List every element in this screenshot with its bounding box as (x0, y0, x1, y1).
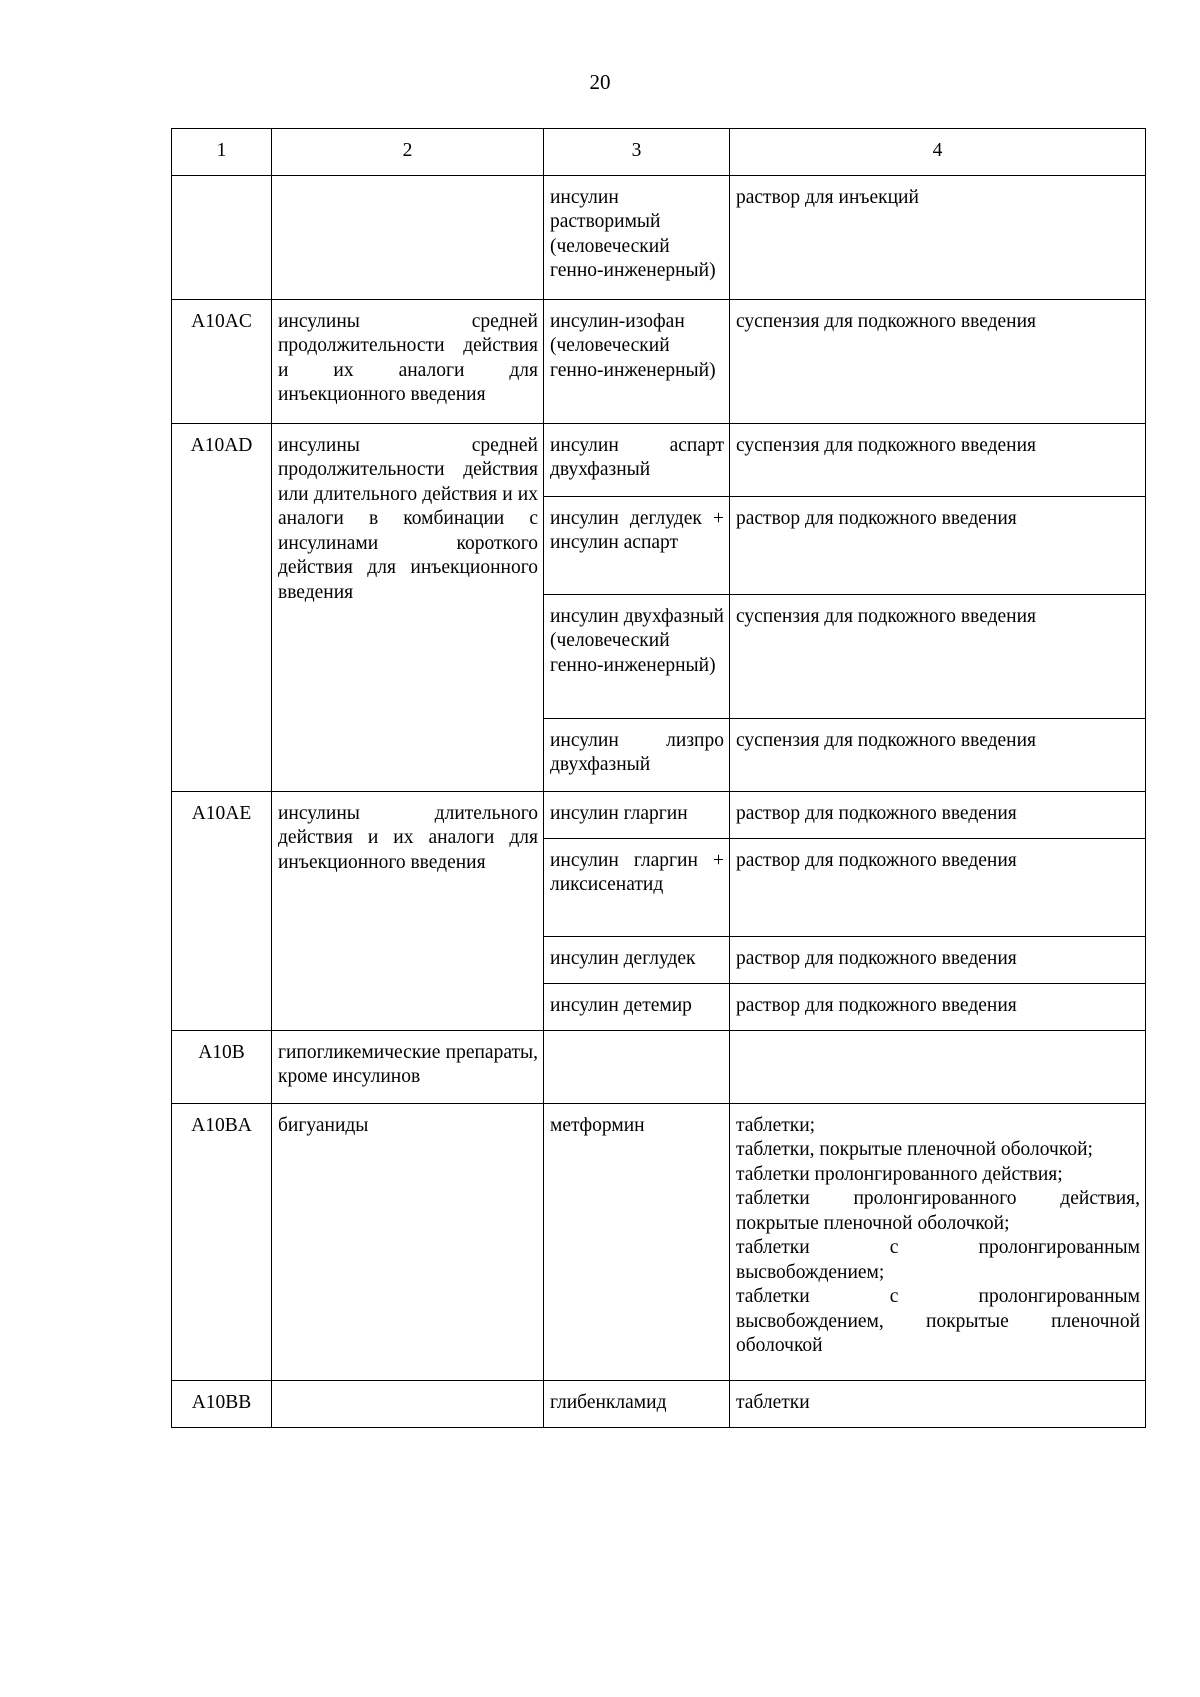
dosage-form-line: таблетки, покрытые пленочной оболочкой; (736, 1139, 1093, 1160)
drug-name-cell: метформин (544, 1103, 730, 1380)
dosage-form-cell (730, 1103, 1146, 1380)
dosage-form-line: таблетки пролонгированного действия; (736, 1163, 1063, 1185)
table-row (172, 175, 1146, 299)
dosage-form-cell: таблетки (730, 1380, 1146, 1427)
dosage-form-line: таблетки с пролонгированным высвобождением; (736, 1237, 1140, 1283)
dosage-form-cell: суспензия для подкожного введения (730, 423, 1146, 496)
drug-name-cell: инсулин двухфазный (человеческий генно-инженерный) (544, 594, 730, 718)
table-row (172, 1103, 1146, 1380)
drug-name-cell: инсулин гларгин + ликсисенатид (544, 838, 730, 936)
group-name-cell: гипогликемические препараты, кроме инсулинов (272, 1030, 544, 1103)
group-name-cell: инсулины длительного действия и их аналоги для инъекционного введения (272, 791, 544, 1030)
table-row (172, 1380, 1146, 1427)
drug-registry-table (171, 128, 1146, 1428)
table-row (172, 1030, 1146, 1103)
header-cell: 4 (730, 129, 1146, 176)
drug-name-cell: инсулин аспарт двухфазный (544, 423, 730, 496)
dosage-form-line: таблетки с пролонгированным высвобождением, покрытые пленочной оболочкой (736, 1286, 1140, 1356)
dosage-form-cell: суспензия для подкожного введения (730, 594, 1146, 718)
dosage-form-cell: раствор для подкожного введения (730, 496, 1146, 594)
dosage-form-cell: раствор для подкожного введения (730, 791, 1146, 838)
header-cell: 3 (544, 129, 730, 176)
atc-code-cell: A10AE (172, 791, 272, 1030)
group-name-cell: инсулины средней продолжительности действия или длительного действия и их аналоги в комбинации с инсулинами короткого действия для инъекционного введения (272, 423, 544, 791)
dosage-form-cell: раствор для подкожного введения (730, 936, 1146, 983)
drug-name-cell: инсулин гларгин (544, 791, 730, 838)
drug-name-cell: инсулин деглудек (544, 936, 730, 983)
table-row (172, 791, 1146, 838)
drug-name-cell: глибенкламид (544, 1380, 730, 1427)
drug-name-cell (544, 1030, 730, 1103)
page-number: 20 (589, 70, 611, 94)
dosage-form-line: таблетки пролонгированного действия, покрытые пленочной оболочкой; (736, 1188, 1140, 1234)
atc-code-cell (172, 175, 272, 299)
dosage-form-cell: суспензия для подкожного введения (730, 299, 1146, 423)
header-cell: 1 (172, 129, 272, 176)
dosage-form-cell: суспензия для подкожного введения (730, 718, 1146, 791)
group-name-cell (272, 1380, 544, 1427)
drug-name-cell: инсулин-изофан (человеческий генно-инженерный) (544, 299, 730, 423)
atc-code-cell: A10BB (172, 1380, 272, 1427)
table-row (172, 423, 1146, 496)
drug-name-cell: инсулин деглудек + инсулин аспарт (544, 496, 730, 594)
group-name-cell: бигуаниды (272, 1103, 544, 1380)
atc-code-cell: A10BA (172, 1103, 272, 1380)
dosage-form-cell: раствор для инъекций (730, 175, 1146, 299)
table-row (172, 299, 1146, 423)
table-header-row (172, 129, 1146, 176)
atc-code-cell: A10B (172, 1030, 272, 1103)
drug-name-cell: инсулин детемир (544, 983, 730, 1030)
atc-code-cell: A10AD (172, 423, 272, 791)
drug-name-cell: инсулин лизпро двухфазный (544, 718, 730, 791)
dosage-form-cell (730, 1030, 1146, 1103)
dosage-form-line: таблетки; (736, 1114, 816, 1136)
group-name-cell (272, 175, 544, 299)
dosage-form-cell: раствор для подкожного введения (730, 983, 1146, 1030)
atc-code-cell: A10AC (172, 299, 272, 423)
dosage-form-cell: раствор для подкожного введения (730, 838, 1146, 936)
header-cell: 2 (272, 129, 544, 176)
drug-name-cell: инсулин растворимый (человеческий генно-инженерный) (544, 175, 730, 299)
group-name-cell: инсулины средней продолжительности действия и их аналоги для инъекционного введения (272, 299, 544, 423)
